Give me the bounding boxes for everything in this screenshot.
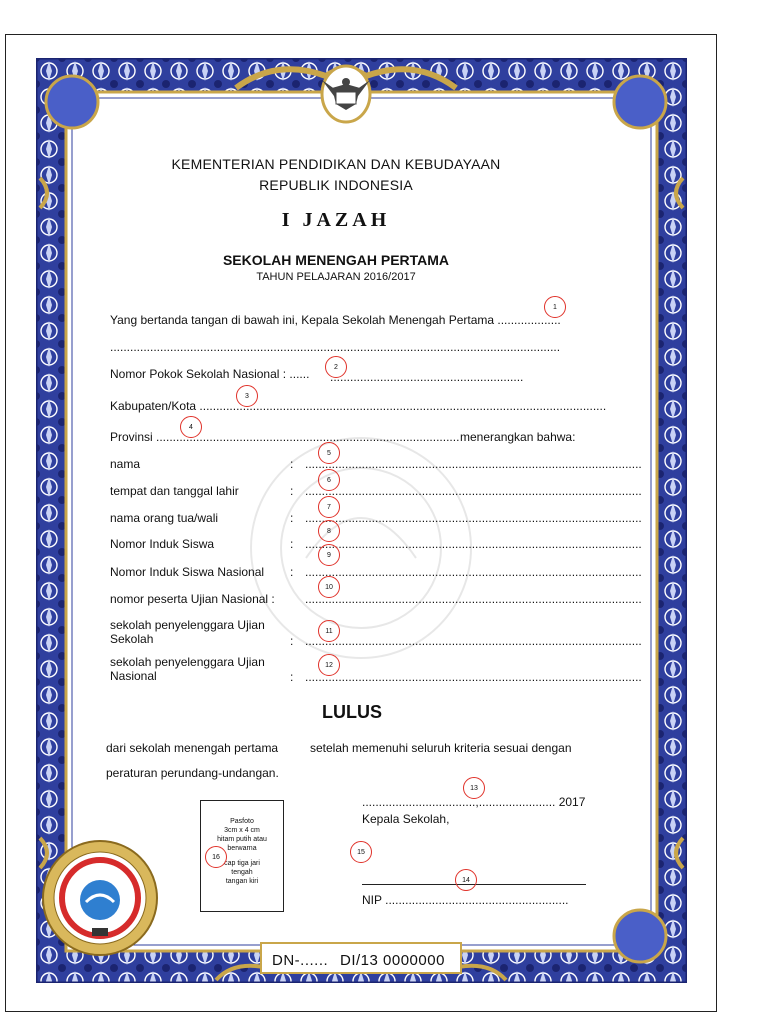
field-colon: : — [290, 457, 294, 471]
field-label-cont: Sekolah — [110, 632, 154, 646]
marker-14: 14 — [455, 869, 477, 891]
photo-text: 3cm x 4 cm — [224, 827, 260, 834]
ministry-line-1: KEMENTERIAN PENDIDIKAN DAN KEBUDAYAAN — [171, 156, 501, 172]
serial-number: DI/13 0000000 — [340, 952, 445, 969]
marker-12: 12 — [318, 654, 340, 676]
marker-9: 9 — [318, 544, 340, 566]
field-label: Nomor Induk Siswa Nasional — [110, 565, 265, 579]
marker-15: 15 — [350, 841, 372, 863]
result-line-1-left: dari sekolah menengah pertama — [106, 741, 279, 755]
provinsi-line: Provinsi ........................................................................................... — [110, 430, 460, 444]
marker-3: 3 — [236, 385, 258, 407]
field-label: sekolah penyelenggara Ujian — [110, 618, 265, 632]
field-label: sekolah penyelenggara Ujian — [110, 655, 265, 669]
serial-prefix: DN-...... — [272, 952, 329, 969]
marker-1: 1 — [544, 296, 566, 318]
marker-5: 5 — [318, 442, 340, 464]
field-dots: ..................................................................................................... — [305, 592, 642, 606]
signature-nip: NIP ....................................................... — [362, 893, 569, 907]
npsn-dots: .......................................................... — [330, 370, 524, 384]
certificate-title: I JAZAH — [281, 209, 391, 231]
marker-8: 8 — [318, 520, 340, 542]
npsn-label: Nomor Pokok Sekolah Nasional : ...... — [110, 367, 310, 381]
field-dots: ..................................................................................................... — [305, 634, 642, 648]
photo-text: hitam putih atau — [217, 836, 267, 843]
field-dots: ..................................................................................................... — [305, 511, 642, 525]
ministry-line-2: REPUBLIK INDONESIA — [259, 177, 413, 193]
marker-11: 11 — [318, 620, 340, 642]
field-label: Nomor Induk Siswa — [110, 537, 215, 551]
field-dots: ..................................................................................................... — [305, 457, 642, 471]
field-colon: : — [290, 634, 294, 648]
marker-10: 10 — [318, 576, 340, 598]
marker-13: 13 — [463, 777, 485, 799]
field-colon: : — [290, 484, 294, 498]
field-colon: : — [290, 537, 294, 551]
field-label: nama — [110, 457, 141, 471]
field-colon: : — [290, 670, 294, 684]
result-line-2: peraturan perundang-undangan. — [106, 766, 279, 780]
field-colon: : — [290, 565, 294, 579]
field-dots: ..................................................................................................... — [305, 537, 642, 551]
intro-line-2: ....................................................................................................................................... — [110, 340, 561, 354]
field-dots: ..................................................................................................... — [305, 670, 642, 684]
kabupaten-line: Kabupaten/Kota .......................................................................................................................... — [110, 399, 607, 413]
photo-text: Pasfoto — [230, 818, 254, 825]
field-dots: ..................................................................................................... — [305, 484, 642, 498]
photo-text: berwarna — [227, 845, 257, 852]
marker-4: 4 — [180, 416, 202, 438]
field-label: nomor peserta Ujian Nasional : — [110, 592, 275, 606]
result-line-1-right: setelah memenuhi seluruh kriteria sesuai dengan — [310, 741, 572, 755]
photo-text: cap tiga jari — [224, 860, 260, 867]
photo-text: tengah — [231, 869, 253, 876]
field-colon: : — [290, 511, 294, 525]
field-dots: ..................................................................................................... — [305, 565, 642, 579]
result-status: LULUS — [322, 702, 382, 722]
marker-6: 6 — [318, 469, 340, 491]
academic-year: TAHUN PELAJARAN 2016/2017 — [256, 271, 416, 283]
field-label-cont: Nasional — [110, 669, 157, 683]
marker-7: 7 — [318, 496, 340, 518]
signature-place-date: ..................................,....................... 2017 — [362, 795, 586, 809]
marker-16: 16 — [205, 846, 227, 868]
intro-line-1: Yang bertanda tangan di bawah ini, Kepala Sekolah Menengah Pertama ................... — [110, 313, 561, 327]
marker-2: 2 — [325, 356, 347, 378]
signature-role: Kepala Sekolah, — [362, 812, 450, 826]
school-level: SEKOLAH MENENGAH PERTAMA — [222, 252, 450, 268]
menerangkan-text: menerangkan bahwa: — [460, 430, 576, 444]
field-label: tempat dan tanggal lahir — [110, 484, 239, 498]
photo-text: tangan kiri — [225, 878, 259, 885]
field-label: nama orang tua/wali — [110, 511, 219, 525]
